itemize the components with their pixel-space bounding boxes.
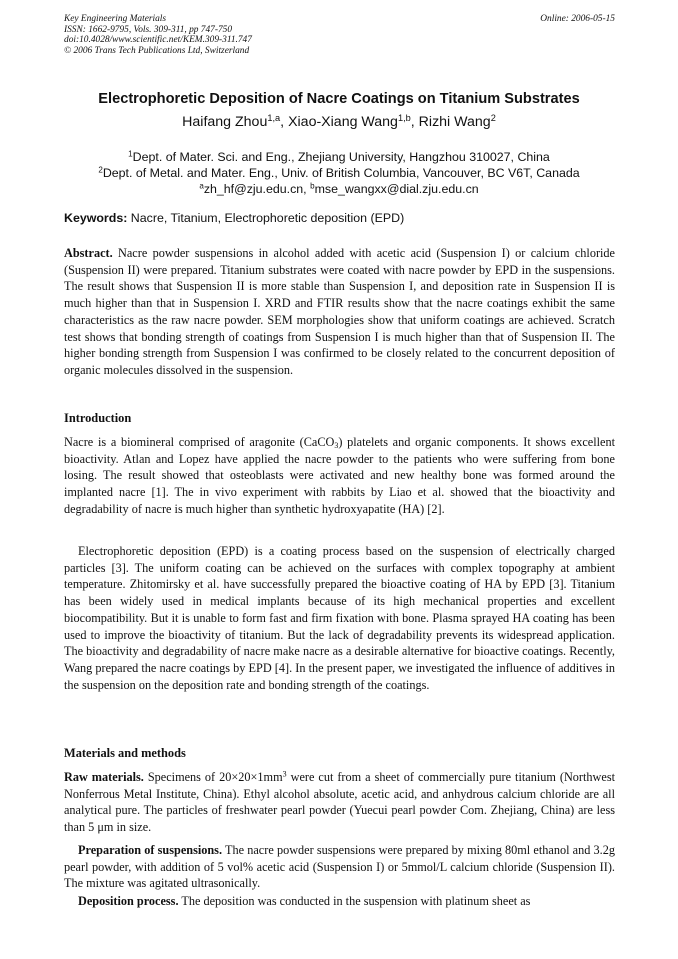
raw-materials-superscript: 3 <box>282 769 287 779</box>
intro-subscript: 3 <box>334 440 339 450</box>
preparation-label: Preparation of suspensions. <box>78 843 223 857</box>
author-list <box>0 114 678 130</box>
paper-title: Electrophoretic Deposition of Nacre Coatings on Titanium Substrates <box>98 91 580 107</box>
author-affil-mark: 2 <box>490 112 496 123</box>
affil-mark: 1 <box>128 149 133 159</box>
author-separator: , <box>410 114 419 130</box>
deposition-paragraph <box>64 893 615 910</box>
abstract-label: Abstract. <box>64 246 113 260</box>
email-link[interactable]: zh_hf@zju.edu.cn, <box>203 182 311 196</box>
intro-text: ) platelets and organic components. It shows excellent bioactivity. Atlan and Lopez have applied the nacre powder to the patients who were suffering from bone losing. The result showed that osteoblasts were activated and new healthy bone was formed around the implanted nacre [1]. The in vivo experiment with rabbits by Liao et al. showed that the bioactivity and degradability of nacre is much higher than synthetic hydroxyapatite (HA) [2]. <box>64 435 615 516</box>
journal-header <box>64 14 615 56</box>
author-affil-mark: 1,a <box>267 112 281 123</box>
keywords-line <box>64 211 404 225</box>
author-emails <box>0 181 678 197</box>
abstract-text: Nacre powder suspensions in alcohol added with acetic acid (Suspension I) or calcium chloride (Suspension II) were prepared. Titanium substrates were coated with nacre powder by EPD in the suspensions. The result shows that Suspension II is more stable than Suspension I, and deposition rate in Suspension II is much higher than that in Suspension I. XRD and FTIR results show that the nacre coatings exhibit the same characteristics as the raw nacre powder. SEM morphologies show that uniform coatings are achieved. Scratch test shows that bonding strength of coatings from Suspension I is much higher than that of Suspension II. The higher bonding strength from Suspension I was confirmed to be closely related to the concurrent deposition of organic molecules dissolved in the suspension. <box>64 246 615 377</box>
author-name: Xiao-Xiang Wang <box>288 114 398 130</box>
keywords-text: Nacre, Titanium, Electrophoretic deposition (EPD) <box>127 211 405 225</box>
introduction-heading: Introduction <box>64 411 132 425</box>
issn-line: ISSN: 1662-9795, Vols. 309-311, pp 747-750 <box>64 24 233 35</box>
raw-materials-text: Specimens of 20×20×1mm <box>143 770 283 784</box>
copyright-line: © 2006 Trans Tech Publications Ltd, Switzerland <box>64 45 250 56</box>
affil-text: Dept. of Metal. and Mater. Eng., Univ. of British Columbia, Vancouver, BC V6T, Canada <box>102 166 580 180</box>
intro-paragraph-2: Electrophoretic deposition (EPD) is a coating process based on the suspension of electrically charged particles [3]. The uniform coating can be achieved on the surfaces with complex topography at ambient temperature. Zhitomirsky et al. have successfully prepared the bioactive coating of HA by EPD [3]. Titanium has been widely used in medical implants because of its high mechanical properties and excellent biocompatibility. But it is unable to form fast and firm fixation with bone. Plasma sprayed HA coating has been used to improve the bioactivity of titanium. But the lack of degradability prevents its widespread application. The bioactivity and degradability of nacre make nacre as a desirable alternative for bioactive coatings. Recently, Wang prepared the nacre coatings by EPD [4]. In the present paper, we investigated the influence of additives in the suspension on the deposition rate and bonding strength of the coatings. <box>64 544 615 692</box>
author-separator: , <box>280 114 289 130</box>
deposition-text: The deposition was conducted in the suspension with platinum sheet as <box>178 894 531 908</box>
raw-materials-label: Raw materials. <box>64 770 144 784</box>
affil-mark: 2 <box>98 165 103 175</box>
raw-materials-paragraph <box>64 769 615 836</box>
author-affil-mark: 1,b <box>397 112 411 123</box>
affiliation-1 <box>0 149 678 165</box>
doi-line: doi:10.4028/www.scientific.net/KEM.309-311.747 <box>64 35 252 46</box>
author-name: Haifang Zhou <box>182 114 268 130</box>
keywords-label: Keywords: <box>64 211 128 225</box>
methods-heading: Materials and methods <box>64 746 186 760</box>
author-name: Rizhi Wang <box>418 114 491 130</box>
intro-paragraph-1 <box>64 434 615 518</box>
online-date: Online: 2006-05-15 <box>540 14 615 24</box>
abstract-paragraph <box>64 245 615 379</box>
journal-name: Key Engineering Materials <box>64 14 167 24</box>
intro-text: Nacre is a biomineral comprised of aragonite (CaCO <box>64 435 335 449</box>
raw-materials-text: were cut from a sheet of commercially pure titanium (Northwest Nonferrous Metal Institute, China). Ethyl alcohol absolute, acetic acid, and anhydrous calcium chloride are all analytical pure. The particles of freshwater pearl powder (Yuecui pearl powder Com. Zhejiang, China) are less than 5 μm in size. <box>64 770 615 835</box>
preparation-text: The nacre powder suspensions were prepared by mixing 80ml ethanol and 3.2g pearl powder, with addition of 5 vol% acetic acid (Suspension I) or 5mmol/L calcium chloride (Suspension II). The mixture was agitated ultrasonically. <box>64 843 615 891</box>
affiliation-2 <box>0 165 678 181</box>
email-mark: a <box>199 181 204 191</box>
email-mark: b <box>310 181 315 191</box>
deposition-label: Deposition process. <box>78 894 179 908</box>
email-link[interactable]: mse_wangxx@dial.zju.edu.cn <box>314 182 479 196</box>
preparation-paragraph <box>64 842 615 892</box>
affil-text: Dept. of Mater. Sci. and Eng., Zhejiang University, Hangzhou 310027, China <box>132 150 550 164</box>
